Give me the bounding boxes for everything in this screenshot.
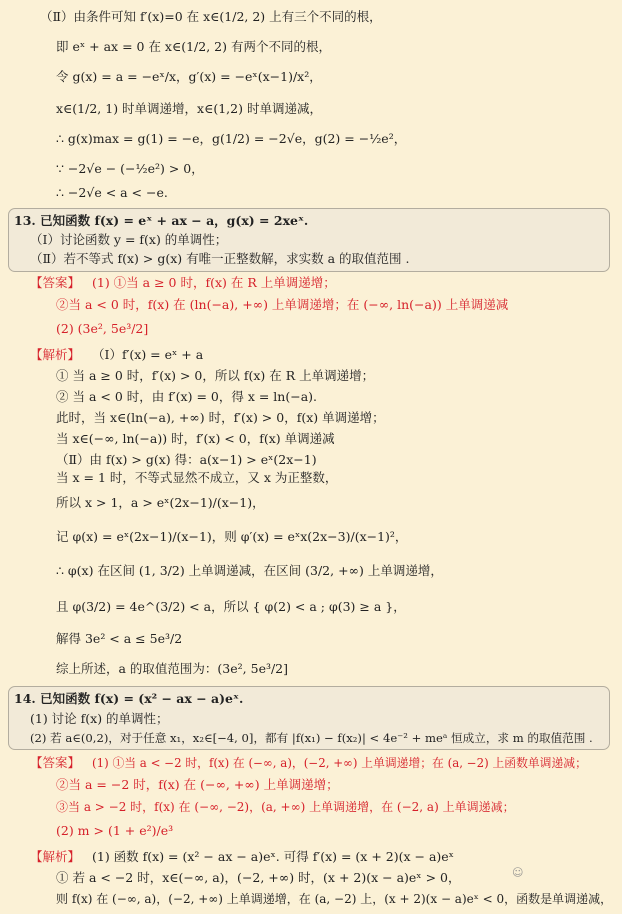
question-13-part-1: （Ⅰ）讨论函数 y = f(x) 的单调性； bbox=[30, 232, 228, 247]
solution-line: 且 φ(3/2) = 4e^(3/2) < a，所以 { φ(2) < a ; φ(3) ≥ a }， bbox=[56, 599, 406, 614]
solution-line: （Ⅱ）由 f(x) > g(x) 得：a(x−1) > eˣ(2x−1) bbox=[56, 452, 317, 467]
solution-line: (1) 函数 f(x) = (x² − ax − a)eˣ. 可得 f′(x) = (x + 2)(x − a)eˣ bbox=[92, 849, 454, 864]
question-13-part-2: （Ⅱ）若不等式 f(x) > g(x) 有唯一正整数解，求实数 a 的取值范围 . bbox=[30, 251, 410, 266]
solution-line: ① 当 a ≥ 0 时，f′(x) > 0，所以 f(x) 在 R 上单调递增； bbox=[56, 368, 375, 383]
answer-line: (2) (3e², 5e³/2] bbox=[56, 321, 149, 336]
analysis-tag: 【解析】 bbox=[30, 849, 81, 864]
question-14-stem: 14. 已知函数 f(x) = (x² − ax − a)eˣ. bbox=[14, 691, 244, 706]
answer-line: (1) ①当 a ≥ 0 时，f(x) 在 R 上单调递增； bbox=[92, 275, 336, 290]
solution-line: 当 x = 1 时，不等式显然不成立，又 x 为正整数， bbox=[56, 470, 338, 485]
analysis-tag: 【解析】 bbox=[30, 347, 81, 362]
text-line: ∴ g(x)max = g(1) = −e，g(1/2) = −2√e，g(2) = −½e²， bbox=[56, 131, 407, 146]
answer-tag: 【答案】 bbox=[30, 755, 81, 770]
answer-line: ③当 a > −2 时，f(x) 在 (−∞, −2)，(a, +∞) 上单调递增，在 (−2, a) 上单调递减； bbox=[56, 800, 515, 814]
solution-line: 解得 3e² < a ≤ 5e³/2 bbox=[56, 631, 183, 646]
solution-line: 记 φ(x) = eˣ(2x−1)/(x−1)，则 φ′(x) = eˣx(2x−3)/(x−1)²， bbox=[56, 529, 408, 544]
text-line: x∈(1/2, 1) 时单调递增，x∈(1,2) 时单调递减， bbox=[56, 101, 322, 116]
solution-line: 当 x∈(−∞, ln(−a)) 时，f′(x) < 0，f(x) 单调递减 bbox=[56, 431, 335, 446]
question-14-part-1: (1) 讨论 f(x) 的单调性； bbox=[30, 711, 169, 726]
answer-line: (1) ①当 a < −2 时，f(x) 在 (−∞, a)，(−2, +∞) 上单调递增；在 (a, −2) 上函数单调递减； bbox=[92, 756, 587, 770]
text-line: 令 g(x) = a = −eˣ/x，g′(x) = −eˣ(x−1)/x²， bbox=[56, 69, 322, 84]
solution-line: （Ⅰ）f′(x) = eˣ + a bbox=[92, 347, 204, 362]
answer-line: ②当 a < 0 时，f(x) 在 (ln(−a), +∞) 上单调递增；在 (−∞, ln(−a)) 上单调递减 bbox=[56, 297, 509, 312]
solution-line: 综上所述，a 的取值范围为：(3e², 5e³/2] bbox=[56, 661, 289, 676]
answer-line: ②当 a = −2 时，f(x) 在 (−∞, +∞) 上单调递增； bbox=[56, 777, 339, 792]
question-13-stem: 13. 已知函数 f(x) = eˣ + ax − a，g(x) = 2xeˣ. bbox=[14, 213, 309, 228]
solution-line: ∴ φ(x) 在区间 (1, 3/2) 上单调递减，在区间 (3/2, +∞) 上单调递增， bbox=[56, 563, 443, 578]
text-line: ∵ −2√e − (−½e²) > 0， bbox=[56, 161, 204, 176]
solution-line: 则 f(x) 在 (−∞, a)，(−2, +∞) 上单调递增，在 (a, −2) 上，(x + 2)(x − a)eˣ < 0，函数是单调递减， bbox=[56, 892, 613, 906]
text-line: 即 eˣ + ax = 0 在 x∈(1/2, 2) 有两个不同的根， bbox=[56, 39, 331, 54]
solution-line: ① 若 a < −2 时，x∈(−∞, a)，(−2, +∞) 时，(x + 2)(x − a)eˣ > 0， bbox=[56, 870, 461, 885]
text-line: ∴ −2√e < a < −e. bbox=[56, 185, 168, 200]
text-line: （Ⅱ）由条件可知 f′(x)=0 在 x∈(1/2, 2) 上有三个不同的根， bbox=[40, 9, 382, 24]
solution-line: 此时，当 x∈(ln(−a), +∞) 时，f′(x) > 0，f(x) 单调递增； bbox=[56, 410, 385, 425]
question-14-part-2: (2) 若 a∈(0,2)，对于任意 x₁，x₂∈[−4, 0]，都有 |f(x₁) − f(x₂)| < 4e⁻² + meᵃ 恒成立，求 m 的取值范围 . bbox=[30, 731, 593, 745]
answer-line: (2) m > (1 + e²)/e³ bbox=[56, 823, 174, 838]
watermark: ☺ bbox=[512, 866, 524, 879]
solution-line: 所以 x > 1，a > eˣ(2x−1)/(x−1)， bbox=[56, 495, 265, 510]
solution-line: ② 当 a < 0 时，由 f′(x) = 0，得 x = ln(−a). bbox=[56, 389, 318, 404]
answer-tag: 【答案】 bbox=[30, 275, 81, 290]
